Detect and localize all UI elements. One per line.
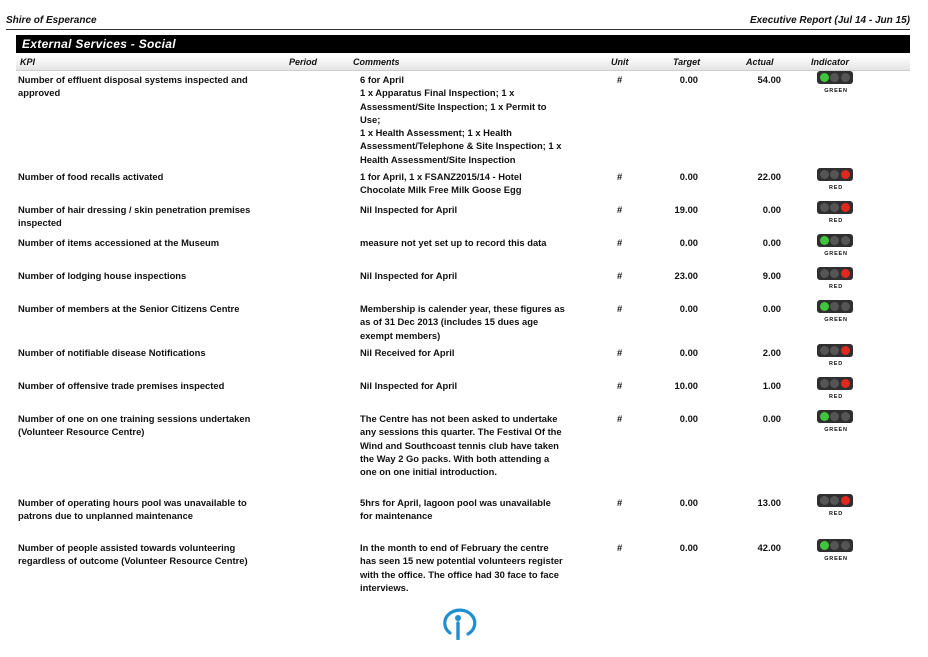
lamp-green bbox=[820, 170, 829, 179]
actual-cell: 54.00 bbox=[757, 74, 781, 85]
actual-cell: 0.00 bbox=[762, 204, 781, 215]
traffic-light-icon bbox=[817, 539, 853, 552]
actual-cell: 42.00 bbox=[757, 542, 781, 553]
indicator-label: RED bbox=[828, 185, 843, 191]
traffic-light-icon bbox=[817, 71, 853, 84]
header-divider bbox=[6, 29, 910, 30]
column-header-comments: Comments bbox=[353, 57, 400, 67]
lamp-green bbox=[820, 412, 829, 421]
comments-cell: In the month to end of February the centre has seen 15 new potential volunteers register with the office. The office had 30 face to face interviews. bbox=[360, 542, 563, 593]
target-cell: 0.00 bbox=[679, 171, 698, 182]
target-cell: 0.00 bbox=[679, 542, 698, 553]
kpi-cell: Number of one on one training sessions undertaken (Volunteer Resource Centre) bbox=[18, 413, 251, 438]
lamp-mid bbox=[830, 269, 839, 278]
lamp-green bbox=[820, 269, 829, 278]
target-cell: 0.00 bbox=[679, 497, 698, 508]
indicator-label: RED bbox=[828, 394, 843, 400]
kpi-cell: Number of hair dressing / skin penetration premises inspected bbox=[18, 204, 251, 229]
indicator-label: RED bbox=[828, 284, 843, 290]
actual-cell: 0.00 bbox=[762, 413, 781, 424]
column-header-kpi: KPI bbox=[20, 57, 36, 67]
traffic-light-icon bbox=[817, 494, 853, 507]
lamp-red bbox=[841, 73, 850, 82]
lamp-mid bbox=[830, 203, 839, 212]
indicator-label: RED bbox=[828, 511, 843, 517]
page-header-report-title: Executive Report (Jul 14 - Jun 15) bbox=[749, 15, 910, 26]
comments-cell: 1 for April, 1 x FSANZ2015/14 - Hotel Chocolate Milk Free Milk Goose Egg bbox=[360, 171, 522, 196]
column-header-indicator: Indicator bbox=[811, 57, 850, 67]
lamp-green bbox=[820, 346, 829, 355]
indicator-label: RED bbox=[828, 361, 843, 367]
lamp-red bbox=[841, 170, 850, 179]
lamp-mid bbox=[830, 541, 839, 550]
indicator-label: GREEN bbox=[824, 427, 848, 433]
comments-cell: Nil Received for April bbox=[360, 347, 455, 358]
actual-cell: 22.00 bbox=[757, 171, 781, 182]
indicator-label: GREEN bbox=[824, 88, 848, 94]
lamp-red bbox=[841, 496, 850, 505]
actual-cell: 13.00 bbox=[757, 497, 781, 508]
lamp-mid bbox=[830, 302, 839, 311]
traffic-light-icon bbox=[817, 168, 853, 181]
unit-cell: # bbox=[617, 497, 623, 508]
lamp-green bbox=[820, 302, 829, 311]
target-cell: 0.00 bbox=[679, 413, 698, 424]
unit-cell: # bbox=[617, 413, 623, 424]
traffic-light-indicator bbox=[817, 168, 855, 195]
lamp-red bbox=[841, 346, 850, 355]
lamp-red bbox=[841, 302, 850, 311]
actual-cell: 1.00 bbox=[762, 380, 781, 391]
lamp-mid bbox=[830, 346, 839, 355]
comments-cell: The Centre has not been asked to undertake any sessions this quarter. The Festival Of the Wind and Southcoast tennis club have taken the Way 2 Go packs. With both attending a one on one initial introduction. bbox=[360, 413, 562, 478]
shire-logo-icon bbox=[440, 606, 478, 640]
traffic-light-indicator bbox=[817, 410, 855, 437]
unit-cell: # bbox=[617, 270, 623, 281]
comments-cell: measure not yet set up to record this data bbox=[360, 237, 547, 248]
target-cell: 0.00 bbox=[679, 237, 698, 248]
kpi-cell: Number of offensive trade premises inspected bbox=[18, 380, 225, 391]
lamp-red bbox=[841, 269, 850, 278]
comments-cell: Membership is calender year, these figures as as of 31 Dec 2013 (includes 15 dues age exempt members) bbox=[360, 303, 565, 341]
traffic-light-indicator bbox=[817, 377, 855, 404]
lamp-green bbox=[820, 203, 829, 212]
traffic-light-indicator bbox=[817, 201, 855, 228]
unit-cell: # bbox=[617, 204, 623, 215]
lamp-red bbox=[841, 236, 850, 245]
lamp-red bbox=[841, 412, 850, 421]
indicator-label: RED bbox=[828, 218, 843, 224]
section-title: External Services - Social bbox=[16, 35, 910, 53]
unit-cell: # bbox=[617, 237, 623, 248]
traffic-light-icon bbox=[817, 234, 853, 247]
actual-cell: 0.00 bbox=[762, 237, 781, 248]
kpi-cell: Number of operating hours pool was unavailable to patrons due to unplanned maintenance bbox=[18, 497, 247, 522]
lamp-mid bbox=[830, 170, 839, 179]
target-cell: 0.00 bbox=[679, 303, 698, 314]
lamp-green bbox=[820, 236, 829, 245]
lamp-mid bbox=[830, 379, 839, 388]
lamp-green bbox=[820, 496, 829, 505]
unit-cell: # bbox=[617, 171, 623, 182]
target-cell: 0.00 bbox=[679, 74, 698, 85]
target-cell: 0.00 bbox=[679, 347, 698, 358]
lamp-mid bbox=[830, 496, 839, 505]
column-header-unit: Unit bbox=[611, 57, 629, 67]
lamp-red bbox=[841, 379, 850, 388]
traffic-light-icon bbox=[817, 267, 853, 280]
indicator-label: GREEN bbox=[824, 317, 848, 323]
lamp-green bbox=[820, 73, 829, 82]
traffic-light-indicator bbox=[817, 494, 855, 521]
kpi-cell: Number of food recalls activated bbox=[18, 171, 164, 182]
comments-cell: Nil Inspected for April bbox=[360, 270, 458, 281]
actual-cell: 0.00 bbox=[762, 303, 781, 314]
traffic-light-indicator bbox=[817, 300, 855, 327]
unit-cell: # bbox=[617, 347, 623, 358]
column-header-actual: Actual bbox=[746, 57, 774, 67]
traffic-light-indicator bbox=[817, 234, 855, 261]
traffic-light-icon bbox=[817, 344, 853, 357]
kpi-cell: Number of members at the Senior Citizens Centre bbox=[18, 303, 240, 314]
traffic-light-indicator bbox=[817, 267, 855, 294]
unit-cell: # bbox=[617, 542, 623, 553]
lamp-green bbox=[820, 379, 829, 388]
column-header-row bbox=[16, 56, 910, 71]
comments-cell: 6 for April 1 x Apparatus Final Inspection; 1 x Assessment/Site Inspection; 1 x Permit to Use; 1 x Health Assessment; 1 x Health Assessment/Telephone & Site Inspection; 1 x Health Assessment/Site Inspection bbox=[360, 74, 562, 165]
target-cell: 23.00 bbox=[674, 270, 698, 281]
lamp-red bbox=[841, 541, 850, 550]
traffic-light-icon bbox=[817, 377, 853, 390]
actual-cell: 2.00 bbox=[762, 347, 781, 358]
unit-cell: # bbox=[617, 303, 623, 314]
unit-cell: # bbox=[617, 74, 623, 85]
kpi-cell: Number of effluent disposal systems inspected and approved bbox=[18, 74, 248, 99]
traffic-light-icon bbox=[817, 300, 853, 313]
column-header-period: Period bbox=[289, 57, 318, 67]
traffic-light-indicator bbox=[817, 539, 855, 566]
kpi-cell: Number of people assisted towards volunteering regardless of outcome (Volunteer Resource Centre) bbox=[18, 542, 248, 567]
target-cell: 10.00 bbox=[674, 380, 698, 391]
kpi-cell: Number of items accessioned at the Museum bbox=[18, 237, 220, 248]
kpi-cell: Number of lodging house inspections bbox=[18, 270, 187, 281]
traffic-light-icon bbox=[817, 410, 853, 423]
traffic-light-icon bbox=[817, 201, 853, 214]
lamp-mid bbox=[830, 73, 839, 82]
traffic-light-indicator bbox=[817, 344, 855, 371]
column-header-target: Target bbox=[673, 57, 701, 67]
comments-cell: 5hrs for April, lagoon pool was unavailable for maintenance bbox=[360, 497, 551, 522]
indicator-label: GREEN bbox=[824, 251, 848, 257]
target-cell: 19.00 bbox=[674, 204, 698, 215]
kpi-cell: Number of notifiable disease Notifications bbox=[18, 347, 206, 358]
actual-cell: 9.00 bbox=[762, 270, 781, 281]
lamp-mid bbox=[830, 236, 839, 245]
comments-cell: Nil Inspected for April bbox=[360, 204, 458, 215]
indicator-label: GREEN bbox=[824, 556, 848, 562]
lamp-mid bbox=[830, 412, 839, 421]
comments-cell: Nil Inspected for April bbox=[360, 380, 458, 391]
unit-cell: # bbox=[617, 380, 623, 391]
lamp-red bbox=[841, 203, 850, 212]
lamp-green bbox=[820, 541, 829, 550]
traffic-light-indicator bbox=[817, 71, 855, 98]
page-header-organisation: Shire of Esperance bbox=[6, 15, 97, 26]
